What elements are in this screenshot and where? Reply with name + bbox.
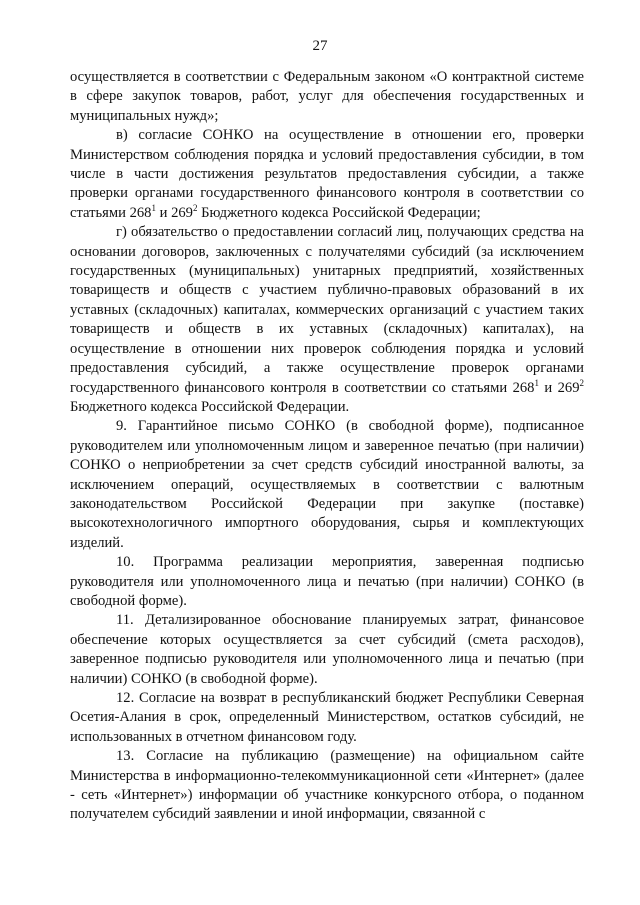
paragraph-item-13: 13. Согласие на публикацию (размещение) на официальном сайте Министерства в информационно-телекоммуникационной сети «Интернет» (далее - сеть «Интернет») информации об участнике конкурсного отбора, о поданном получателем субсидий заявлении и иной информации, связанной с — [70, 748, 584, 823]
paragraph-item-10: 10. Программа реализации мероприятия, заверенная подписью руководителя или уполномоченного лица и печатью (при наличии) СОНКО (в свободной форме). — [70, 554, 584, 609]
superscript: 1 — [151, 202, 156, 213]
superscript: 2 — [192, 202, 198, 213]
paragraph-text: г) обязательство о предоставлении согласий лиц, получающих средства на основании договоров, заключенных с получателями субсидий (за исключением государственных (муниципальных) унитарных предприятий, хозяйственных товариществ и обществ с участием публично-правовых образований в их уставных (складочных) капиталах, коммерческих организаций с участием таких товариществ и обществ в их уставных (складочных) капиталах), на осуществление в отношении них проверок соблюдения порядка и условий предоставления субсидий, а также осуществление проверок органами государственного финансового контроля в соответствии со статьями 268 — [70, 224, 584, 396]
superscript: 2 — [579, 377, 585, 388]
paragraph-continuation: осуществляется в соответствии с Федеральным законом «О контрактной системе в сфере закупок товаров, работ, услуг для обеспечения государственных и муниципальных нужд»; — [70, 69, 584, 124]
superscript: 1 — [534, 377, 539, 388]
page-number: 27 — [312, 38, 328, 54]
paragraph-item-11: 11. Детализированное обоснование планируемых затрат, финансовое обеспечение которых осуществляется за счет субсидий (смета расходов), заверенное подписью руководителя или уполномоченного лица и печатью (при наличии) СОНКО (в свободной форме). — [70, 612, 584, 687]
paragraph-item-9: 9. Гарантийное письмо СОНКО (в свободной форме), подписанное руководителем или уполномоченным лицом и заверенное печатью (при наличии) СОНКО о неприобретении за счет средств субсидий иностранной валюты, за исключением операций, осуществляемых в соответствии с валютным законодательством Российской Федерации при закупке (поставке) высокотехнологичного импортного оборудования, сырья и комплектующих изделий. — [70, 418, 584, 551]
paragraph-text: Бюджетного кодекса Российской Федерации; — [197, 204, 481, 221]
paragraph-text: Бюджетного кодекса Российской Федерации. — [70, 398, 350, 415]
paragraph-item-g — [70, 223, 584, 417]
paragraph-item-12: 12. Согласие на возврат в республиканский бюджет Республики Северная Осетия-Алания в срок, определенный Министерством, остатков субсидий, не использованных в отчетном финансовом году. — [70, 690, 584, 745]
paragraph-text: в) согласие СОНКО на осуществление в отношении его, проверки Министерством соблюдения порядка и условий предоставления субсидии, в том числе в части достижения результатов предоставления субсидии, а также проверки органами государственного финансового контроля в соответствии со статьями 268 — [70, 127, 584, 221]
paragraph-text: и 269 — [155, 204, 193, 221]
paragraph-text: и 269 — [538, 379, 580, 396]
paragraph-item-v — [70, 126, 584, 223]
document-body — [70, 68, 584, 825]
